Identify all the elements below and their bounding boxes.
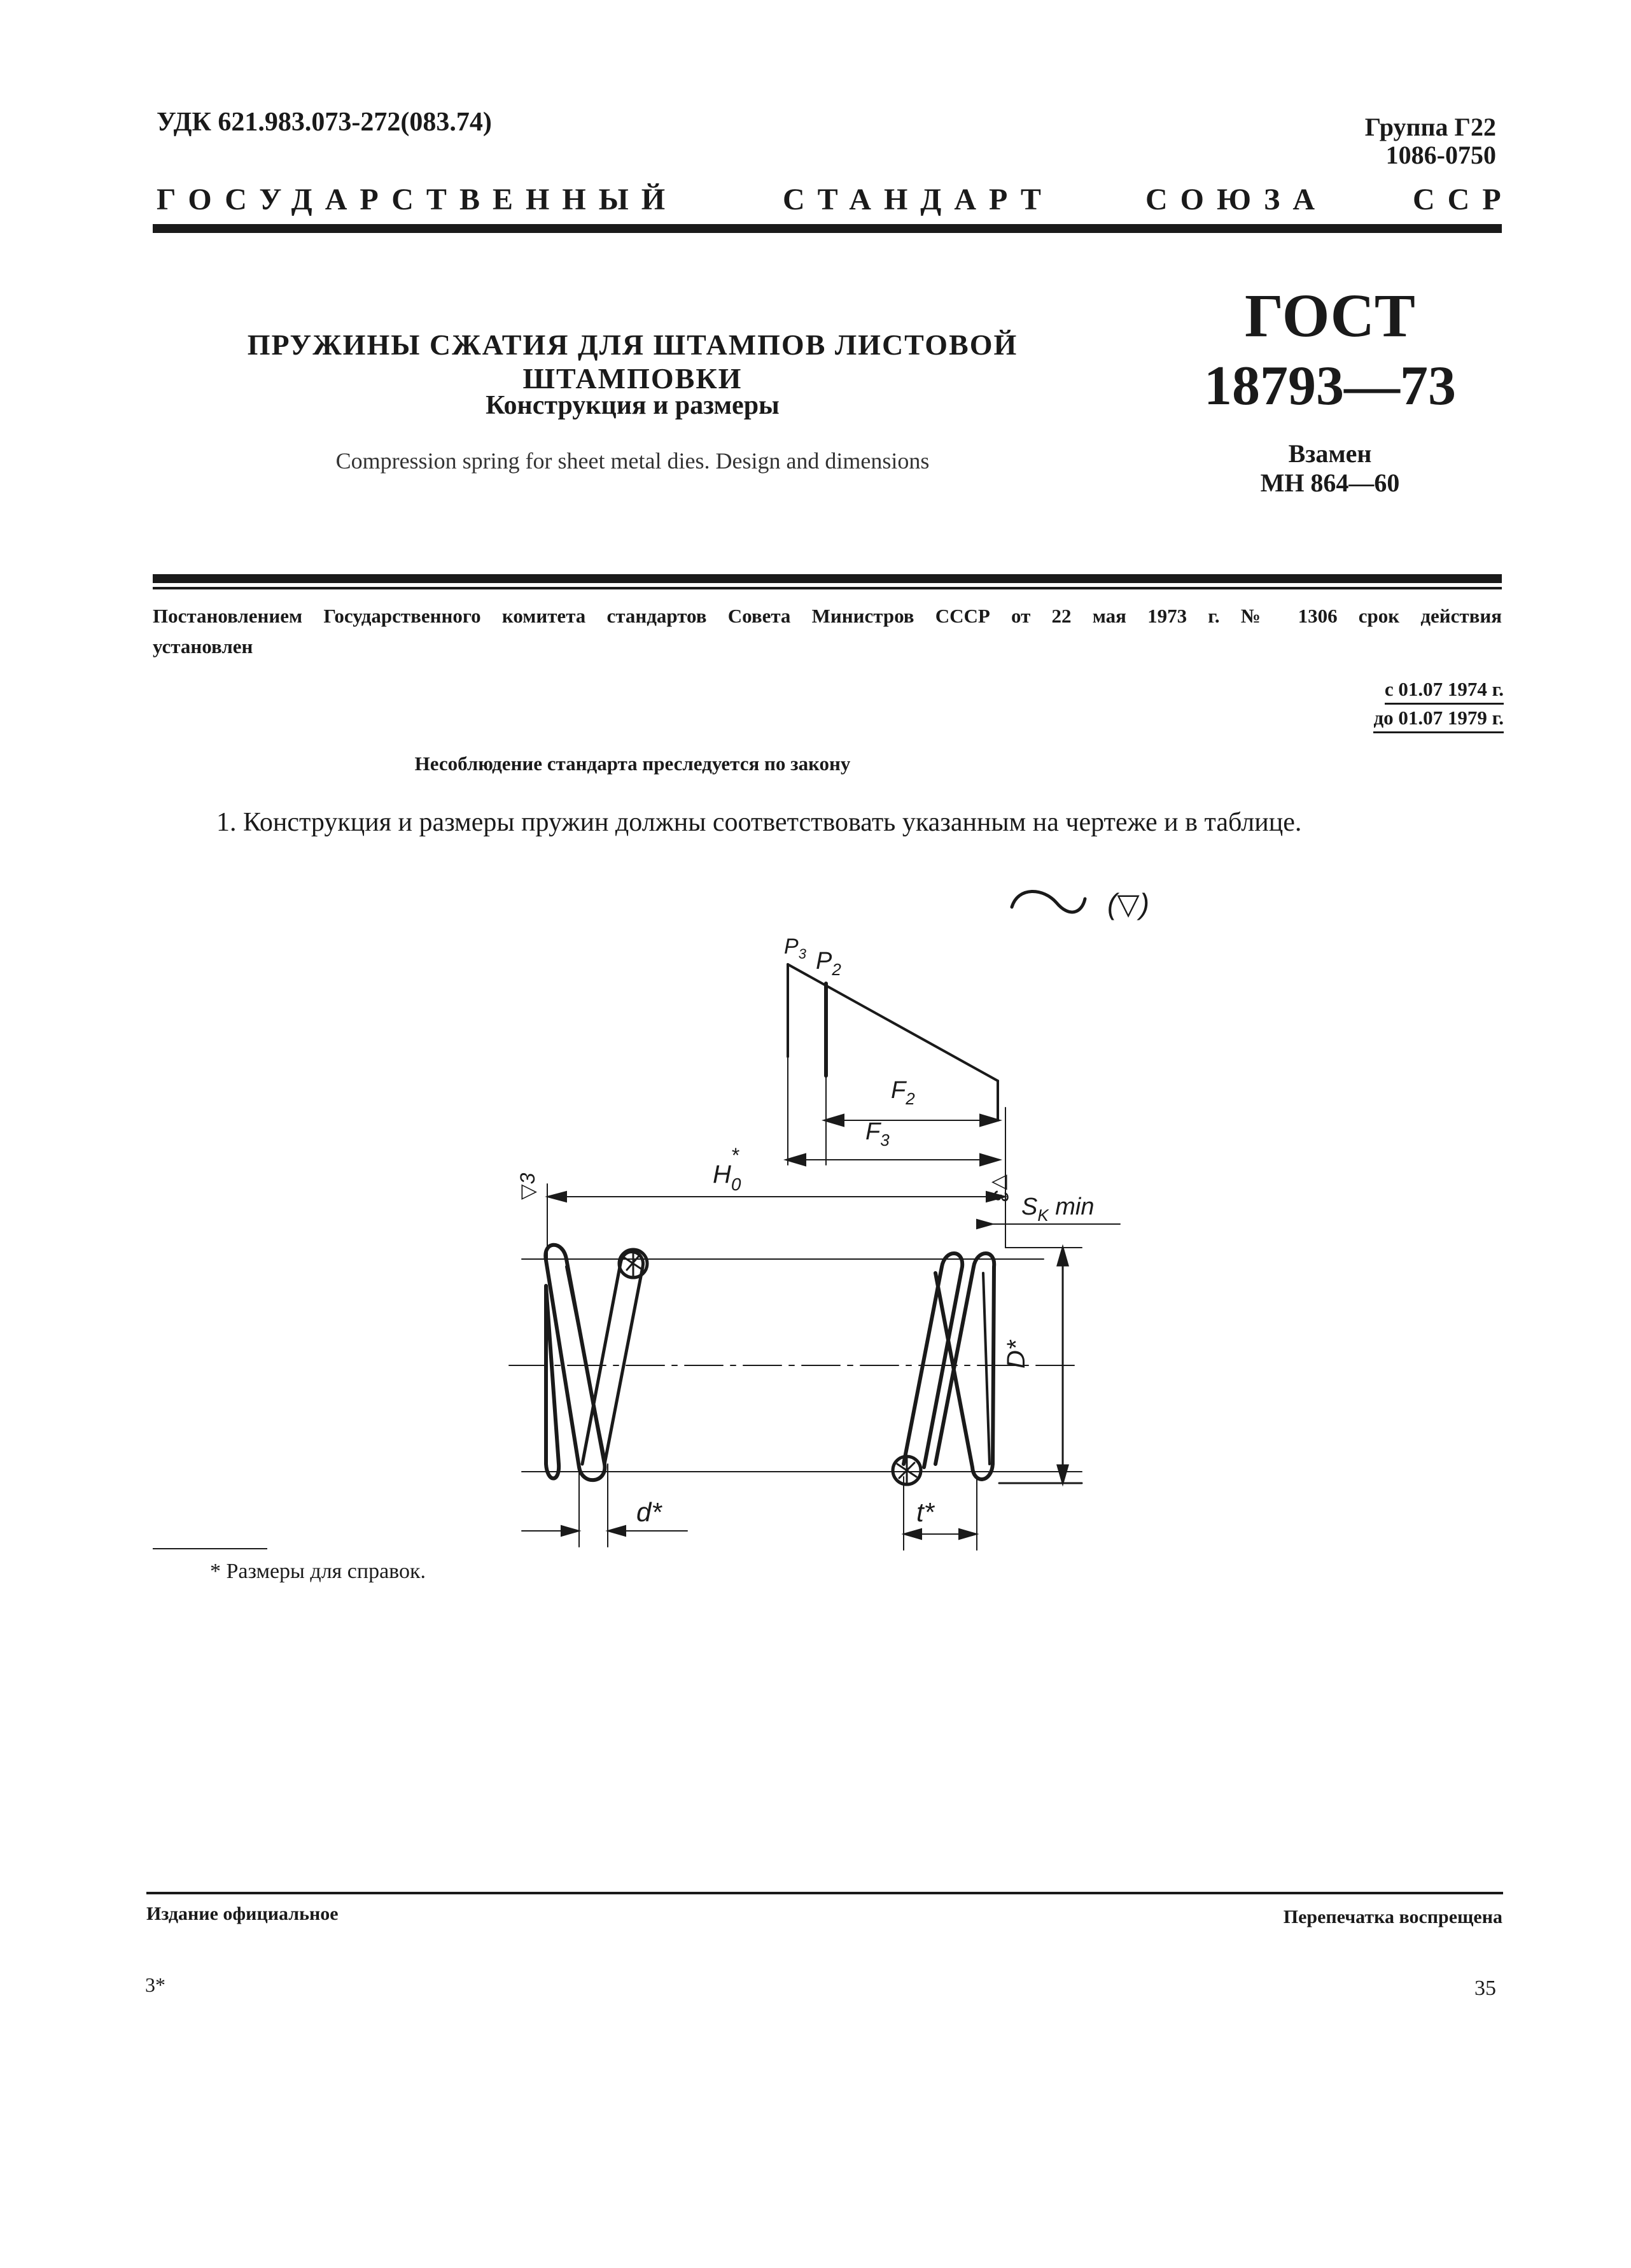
t-dimension [904,1477,977,1550]
label-d-outer: D* [1002,1340,1030,1369]
spring-left [545,1245,647,1480]
signature-mark: 3* [145,1973,165,1996]
tri-right: ▽3 [990,1174,1012,1202]
paragraph-1: 1. Конструкция и размеры пружин должны соответствовать указанным на чертеже и в таблице. [216,808,1302,837]
label-f3-sub: 3 [880,1130,890,1150]
label-h0 [713,1144,741,1194]
replaces-value: МН 864—60 [1260,468,1400,497]
label-p3-letter: P [784,934,799,959]
page-number: 35 [1474,1976,1496,2000]
label-p3-sub: 3 [798,946,806,962]
group-line-1: Группа Г22 [1364,113,1496,141]
load-diagram [788,964,998,1165]
replaces-label: Взамен [1288,439,1372,468]
footnote: * Размеры для справок. [210,1560,426,1583]
udk-code: УДК 621.983.073-272(083.74) [157,108,492,137]
label-t: t* [916,1497,935,1527]
label-p2-letter: P [816,948,832,975]
reprint-note: Перепечатка воспрещена [1283,1906,1502,1927]
state-word-4: ССР [1413,183,1514,216]
tri-left: ▽3 [516,1173,539,1200]
label-p2 [816,948,841,979]
law-warning: Несоблюдение стандарта преследуется по закону [414,752,851,775]
label-f3 [865,1118,890,1150]
label-f3-letter: F [865,1118,881,1145]
label-h0-star: * [731,1144,739,1167]
label-p3 [784,934,807,962]
label-p2-sub: 2 [832,960,841,979]
spring-right [893,1253,994,1484]
h0-dimension [547,1108,1005,1260]
standard-title: ПРУЖИНЫ СЖАТИЯ ДЛЯ ШТАМПОВ ЛИСТОВОЙ ШТАМПОВКИ [247,328,1018,395]
decree-line-2: установлен [153,635,253,658]
edition-note: Издание официальное [146,1903,339,1924]
decree-line-1: Постановлением Государственного комитета стандартов Совета Министров СССР от 22 мая 1973 г. № 1306 срок действия [153,605,1502,627]
gost-number: 18793—73 [1204,355,1456,417]
label-f2-sub: 2 [906,1089,915,1108]
finish-symbol: (▽) [1107,887,1150,920]
label-sk-min [1021,1194,1095,1225]
label-sk-sub: K [1037,1206,1049,1225]
standard-subtitle: Конструкция и размеры [486,391,780,420]
english-title: Compression spring for sheet metal dies. Design and dimensions [335,448,930,474]
date-to: до 01.07 1979 г. [1373,705,1504,733]
label-d-wire: d* [636,1497,662,1527]
label-sk-min-text: min [1048,1194,1095,1220]
state-word-2: СТАНДАРТ [783,183,1054,216]
state-word-1: ГОСУДАРСТВЕННЫЙ [157,183,678,216]
label-h0-sub: 0 [731,1174,741,1194]
gost-label: ГОСТ [1245,281,1415,349]
label-f2-letter: F [891,1077,906,1104]
date-from: с 01.07 1974 г. [1385,676,1504,705]
footnote-divider [153,1548,267,1549]
label-sk-letter: S [1021,1194,1038,1220]
d-wire-dimension [522,1464,687,1547]
footer-rule [146,1892,1503,1894]
label-h0-letter: H [713,1160,731,1188]
label-f2 [891,1077,915,1108]
reference-lines [509,1248,1082,1472]
surface-finish-icon [1012,891,1085,912]
state-word-3: СОЮЗА [1145,183,1328,216]
group-line-2: 1086-0750 [1385,141,1496,169]
